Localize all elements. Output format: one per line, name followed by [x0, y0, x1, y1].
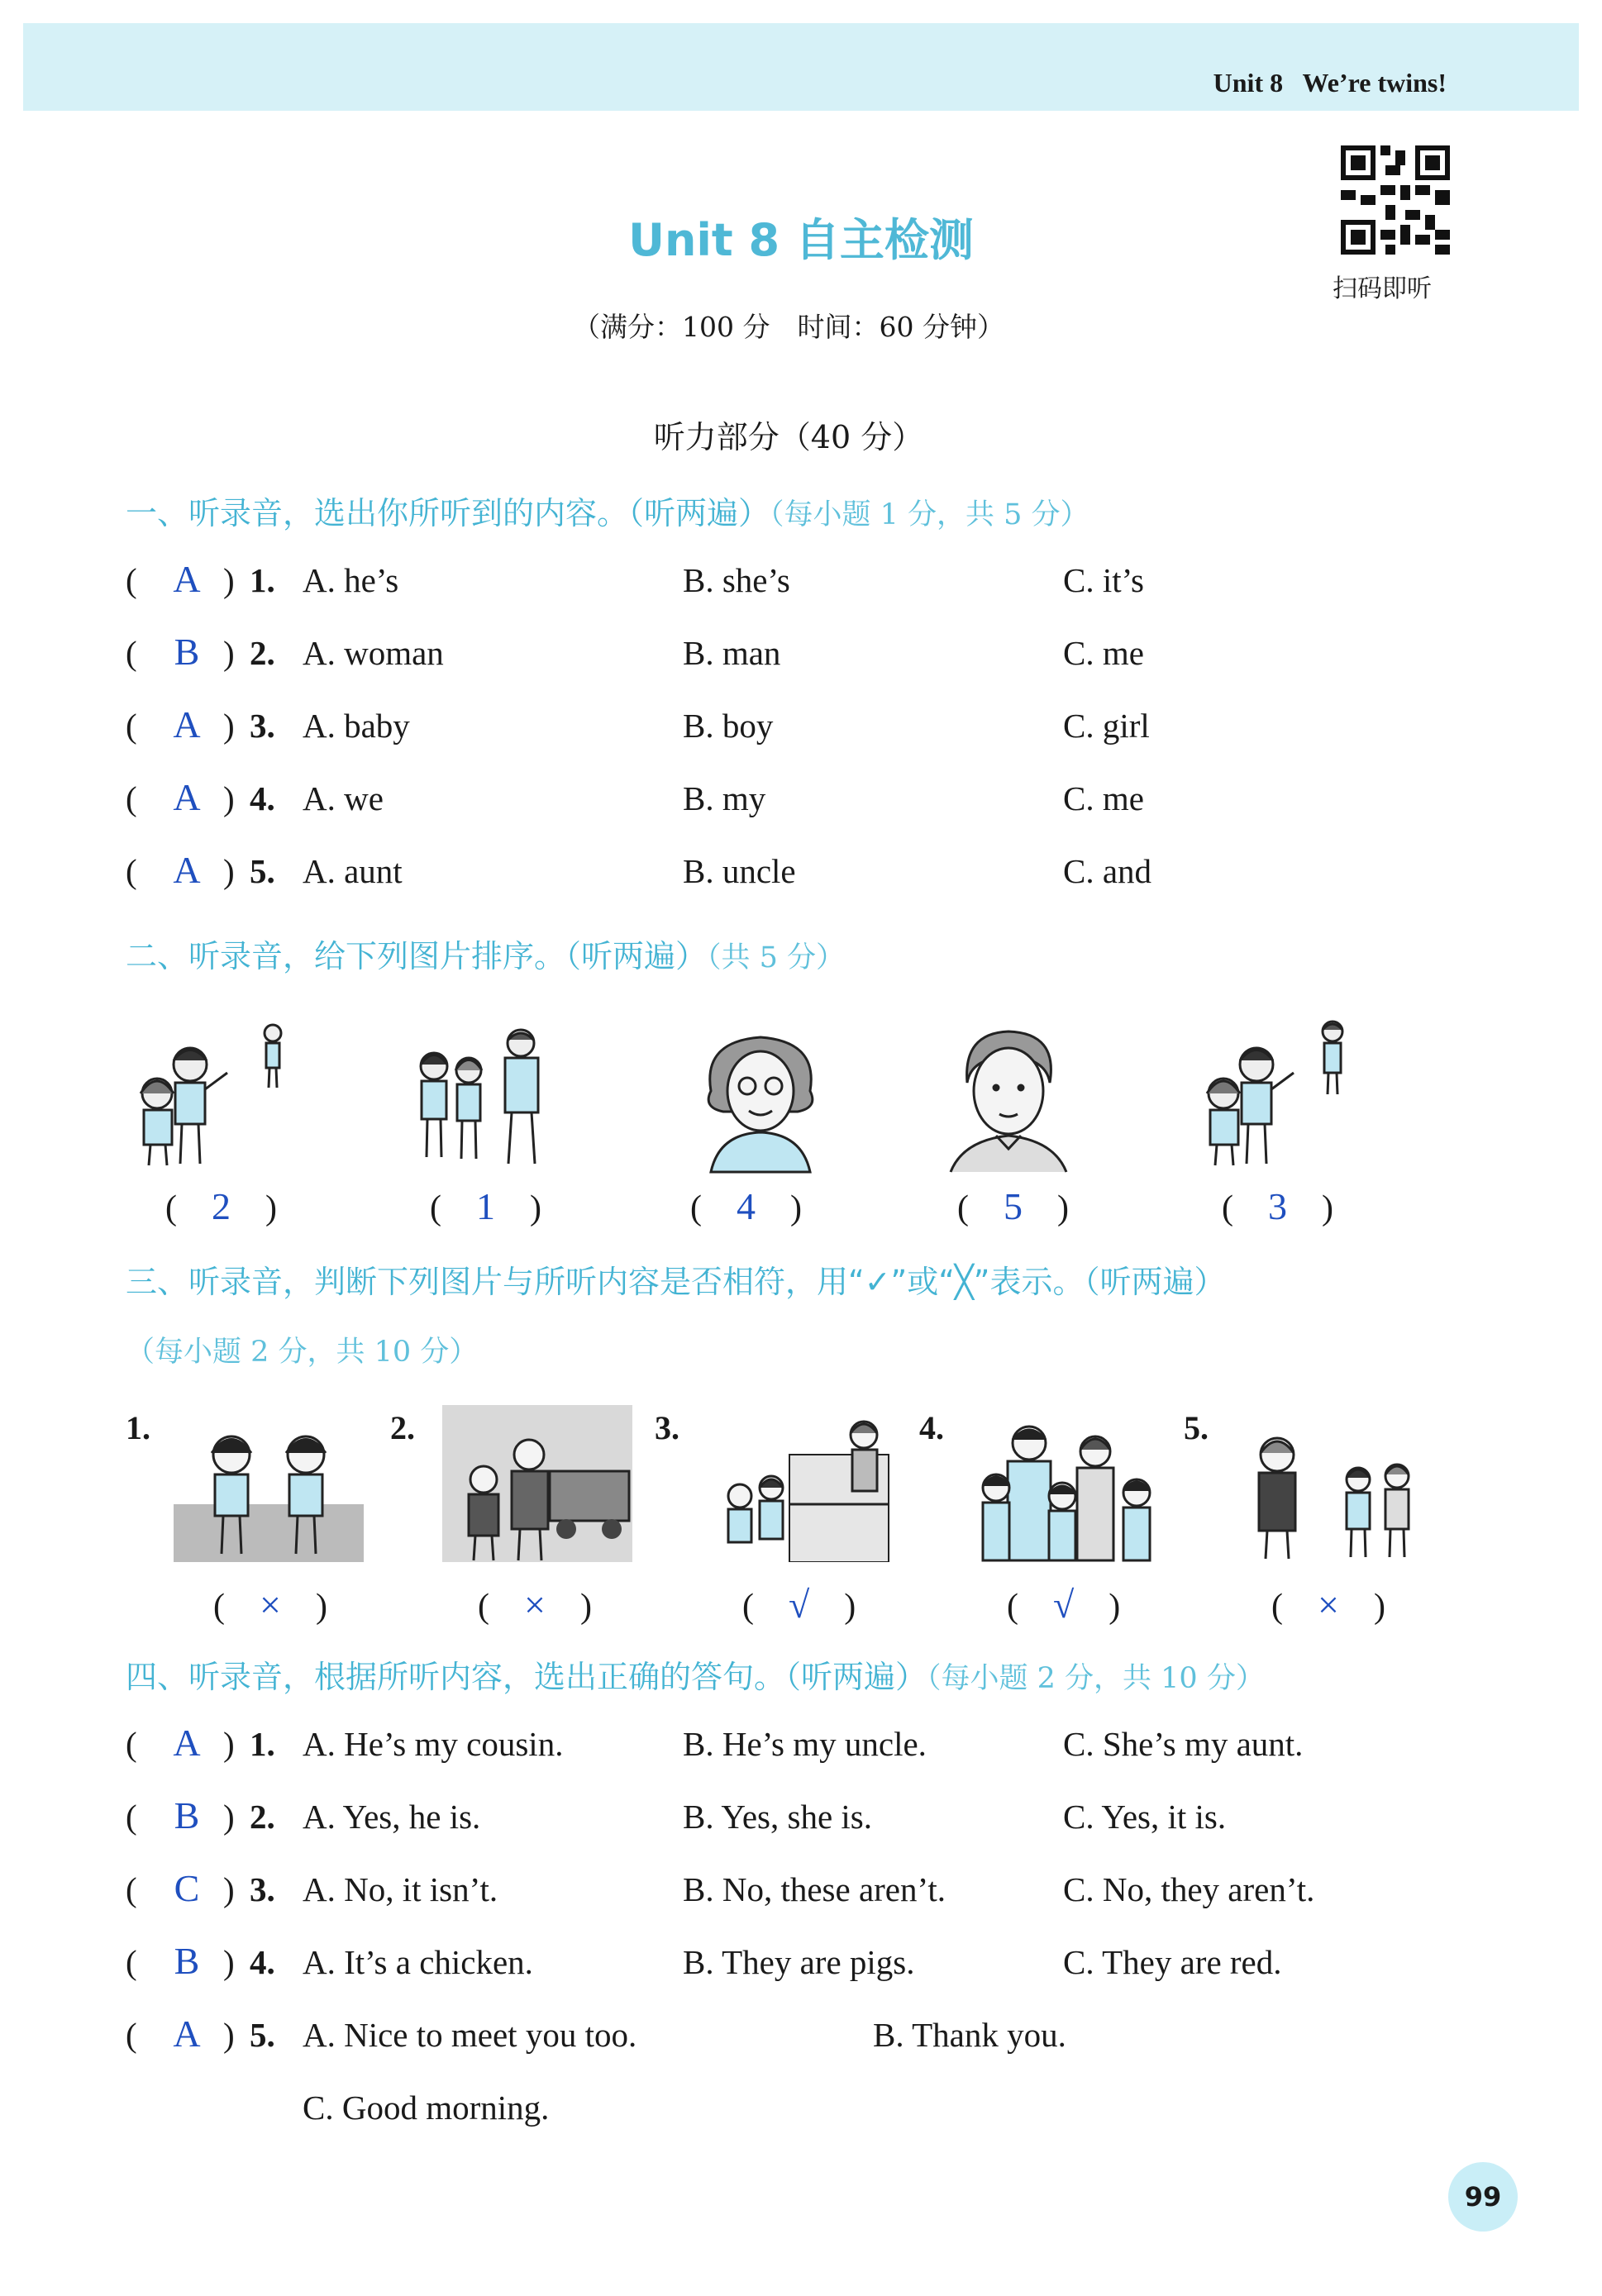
option-a: A. No, it isn’t.: [303, 1870, 498, 1908]
judge-mark: ×: [524, 1584, 546, 1626]
open-paren: (: [1222, 1189, 1268, 1227]
close-bracket: ): [223, 852, 235, 890]
close-bracket: ): [223, 1725, 235, 1763]
section-heading: 一、听录音，选出你所听到的内容。（听两遍）: [126, 495, 770, 531]
question-number: 5.: [250, 2016, 275, 2054]
answer-letter: B: [174, 1794, 200, 1836]
open-bracket: (: [126, 1870, 137, 1908]
question-row: [126, 560, 1531, 618]
option-c: C. No, they aren’t.: [1063, 1870, 1315, 1908]
picture-number: 1.: [126, 1409, 150, 1446]
option-b: B. He’s my uncle.: [683, 1725, 927, 1763]
answer-letter: B: [174, 631, 200, 673]
option-a: A. He’s my cousin.: [303, 1725, 564, 1763]
close-paren: ): [231, 1189, 277, 1227]
open-bracket: (: [126, 707, 137, 745]
section-3-heading: [126, 1256, 1225, 1302]
answer-letter: A: [173, 776, 201, 818]
question-number: 4.: [250, 1943, 275, 1981]
close-bracket: ): [223, 634, 235, 672]
open-paren: (: [742, 1588, 789, 1626]
picture-number: 4.: [919, 1409, 944, 1446]
open-bracket: (: [126, 1798, 137, 1836]
option-b: B. Yes, she is.: [683, 1798, 872, 1836]
close-paren: ): [1023, 1189, 1069, 1227]
option-a: A. he’s: [303, 561, 399, 599]
question-row: [126, 2015, 1547, 2073]
option-a: A. Yes, he is.: [303, 1798, 481, 1836]
picture-two-kids-pointing-2: [1190, 1015, 1364, 1172]
question-number: 5.: [250, 852, 275, 890]
order-answer: [430, 1180, 541, 1230]
close-bracket: ): [223, 561, 235, 599]
section-points: （共 5 分）: [707, 941, 846, 974]
option-a: A. Nice to meet you too.: [303, 2016, 637, 2054]
section-points: （每小题 2 分，共 10 分）: [927, 1662, 1265, 1695]
order-number: 1: [476, 1185, 495, 1227]
section-4-heading: [126, 1651, 1265, 1697]
question-number: 2.: [250, 634, 275, 672]
option-c: C. me: [1063, 634, 1144, 672]
close-paren: ): [495, 1189, 541, 1227]
option-a: A. woman: [303, 634, 444, 672]
answer-letter: A: [173, 2013, 201, 2055]
picture-number: 3.: [655, 1409, 679, 1446]
section-1-heading: [126, 488, 1089, 533]
judge-answer: [213, 1579, 327, 1628]
judge-mark: √: [789, 1584, 810, 1626]
question-row: [126, 1867, 1547, 1927]
picture-family-balcony: [707, 1405, 897, 1562]
close-bracket: ): [223, 779, 235, 817]
close-paren: ): [756, 1189, 802, 1227]
option-c: C. girl: [1063, 707, 1150, 745]
question-number: 3.: [250, 707, 275, 745]
open-paren: (: [478, 1588, 524, 1626]
option-c: C. They are red.: [1063, 1943, 1282, 1981]
option-a: A. we: [303, 779, 384, 817]
close-paren: ): [809, 1588, 856, 1626]
close-bracket: ): [223, 1798, 235, 1836]
section-points: （每小题 1 分，共 5 分）: [770, 498, 1089, 531]
unit-label: Unit 8: [1213, 68, 1284, 98]
question-number: 4.: [250, 779, 275, 817]
picture-man-portrait: [946, 1025, 1070, 1174]
option-a: A. It’s a chicken.: [303, 1943, 533, 1981]
option-b: B. she’s: [683, 561, 790, 599]
judge-answer: [742, 1579, 856, 1628]
open-bracket: (: [126, 561, 137, 599]
close-paren: ): [545, 1588, 592, 1626]
order-answer: [690, 1180, 802, 1230]
option-b: B. boy: [683, 707, 774, 745]
judge-mark: √: [1053, 1584, 1075, 1626]
open-paren: (: [1007, 1588, 1053, 1626]
option-b: B. Thank you.: [873, 2016, 1066, 2054]
question-row: [126, 1724, 1547, 1782]
question-number: 3.: [250, 1870, 275, 1908]
open-bracket: (: [126, 2016, 137, 2054]
question-row: [126, 1794, 1547, 1855]
open-paren: (: [957, 1189, 1004, 1227]
option-c: C. She’s my aunt.: [1063, 1725, 1304, 1763]
order-answer: [1222, 1180, 1333, 1230]
question-row: [126, 703, 1531, 764]
open-bracket: (: [126, 779, 137, 817]
answer-letter: A: [173, 703, 201, 745]
part-title: 听力部分（40 分）: [653, 419, 924, 455]
close-paren: ): [1287, 1189, 1333, 1227]
option-c: C. Good morning.: [303, 2089, 550, 2127]
order-number: 5: [1004, 1185, 1023, 1227]
judge-mark: ×: [260, 1584, 281, 1626]
open-bracket: (: [126, 634, 137, 672]
answer-letter: A: [173, 1722, 201, 1764]
option-b: B. my: [683, 779, 766, 817]
answer-letter: C: [174, 1867, 200, 1909]
question-row: [126, 1942, 1547, 2000]
section-heading: 四、听录音，根据所听内容，选出正确的答句。（听两遍）: [126, 1659, 927, 1695]
close-paren: ): [1338, 1588, 1385, 1626]
running-head: [1213, 68, 1447, 98]
question-row: [126, 633, 1531, 691]
open-paren: (: [690, 1189, 737, 1227]
option-b: B. man: [683, 634, 781, 672]
picture-man-boy-car: [442, 1405, 632, 1562]
option-b: B. They are pigs.: [683, 1943, 915, 1981]
order-answer: [957, 1180, 1069, 1230]
question-number: 1.: [250, 1725, 275, 1763]
option-b: B. No, these aren’t.: [683, 1870, 946, 1908]
picture-twin-girls: [174, 1422, 364, 1562]
picture-grandmother: [694, 1025, 827, 1174]
answer-letter: B: [174, 1940, 200, 1982]
order-number: 4: [737, 1185, 756, 1227]
close-bracket: ): [223, 1870, 235, 1908]
picture-number: 2.: [390, 1409, 415, 1446]
section-points: （每小题 2 分，共 10 分）: [126, 1336, 479, 1369]
section-heading: 二、听录音，给下列图片排序。（听两遍）: [126, 938, 708, 974]
option-b: B. uncle: [683, 852, 796, 890]
section-2-heading: [126, 931, 845, 976]
close-bracket: ): [223, 707, 235, 745]
option-c: C. me: [1063, 779, 1144, 817]
judge-answer: [1271, 1579, 1385, 1628]
section-3-points: [126, 1329, 478, 1370]
close-bracket: ): [223, 2016, 235, 2054]
open-paren: (: [1271, 1588, 1318, 1626]
order-number: 2: [212, 1185, 231, 1227]
open-bracket: (: [126, 1725, 137, 1763]
answer-letter: A: [173, 558, 201, 600]
close-paren: ): [1074, 1588, 1121, 1626]
order-number: 3: [1268, 1185, 1287, 1227]
judge-mark: ×: [1318, 1584, 1339, 1626]
close-bracket: ): [223, 1943, 235, 1981]
open-paren: (: [430, 1189, 476, 1227]
option-c: C. Yes, it is.: [1063, 1798, 1227, 1836]
page-number: 99: [1448, 2162, 1518, 2232]
section-heading: 三、听录音，判断下列图片与所听内容是否相符，用“✓”或“╳”表示。（听两遍）: [126, 1264, 1226, 1300]
picture-number: 5.: [1184, 1409, 1209, 1446]
picture-family-portrait: [971, 1413, 1161, 1562]
judge-answer: [478, 1579, 592, 1628]
close-paren: ): [280, 1588, 327, 1626]
question-number: 1.: [250, 561, 275, 599]
open-bracket: (: [126, 1943, 137, 1981]
open-paren: (: [213, 1588, 260, 1626]
picture-woman-and-kids: [1236, 1422, 1426, 1562]
picture-two-kids-pointing: [124, 1015, 298, 1172]
judge-answer: [1007, 1579, 1120, 1628]
option-c: C. it’s: [1063, 561, 1144, 599]
question-row: [126, 851, 1531, 909]
answer-letter: A: [173, 849, 201, 891]
unit-title: We’re twins!: [1302, 68, 1447, 98]
score-time: （满分：100 分 时间：60 分钟）: [573, 311, 1004, 343]
question-row: [126, 776, 1531, 836]
option-a: A. baby: [303, 707, 410, 745]
open-bracket: (: [126, 852, 137, 890]
picture-kids-and-man: [409, 1025, 566, 1174]
qr-caption: 扫码即听: [1333, 274, 1432, 303]
option-a: A. aunt: [303, 852, 403, 890]
order-answer: [165, 1180, 277, 1230]
page-title: Unit 8 自主检测: [628, 214, 974, 266]
open-paren: (: [165, 1189, 212, 1227]
question-number: 2.: [250, 1798, 275, 1836]
option-c: C. and: [1063, 852, 1152, 890]
